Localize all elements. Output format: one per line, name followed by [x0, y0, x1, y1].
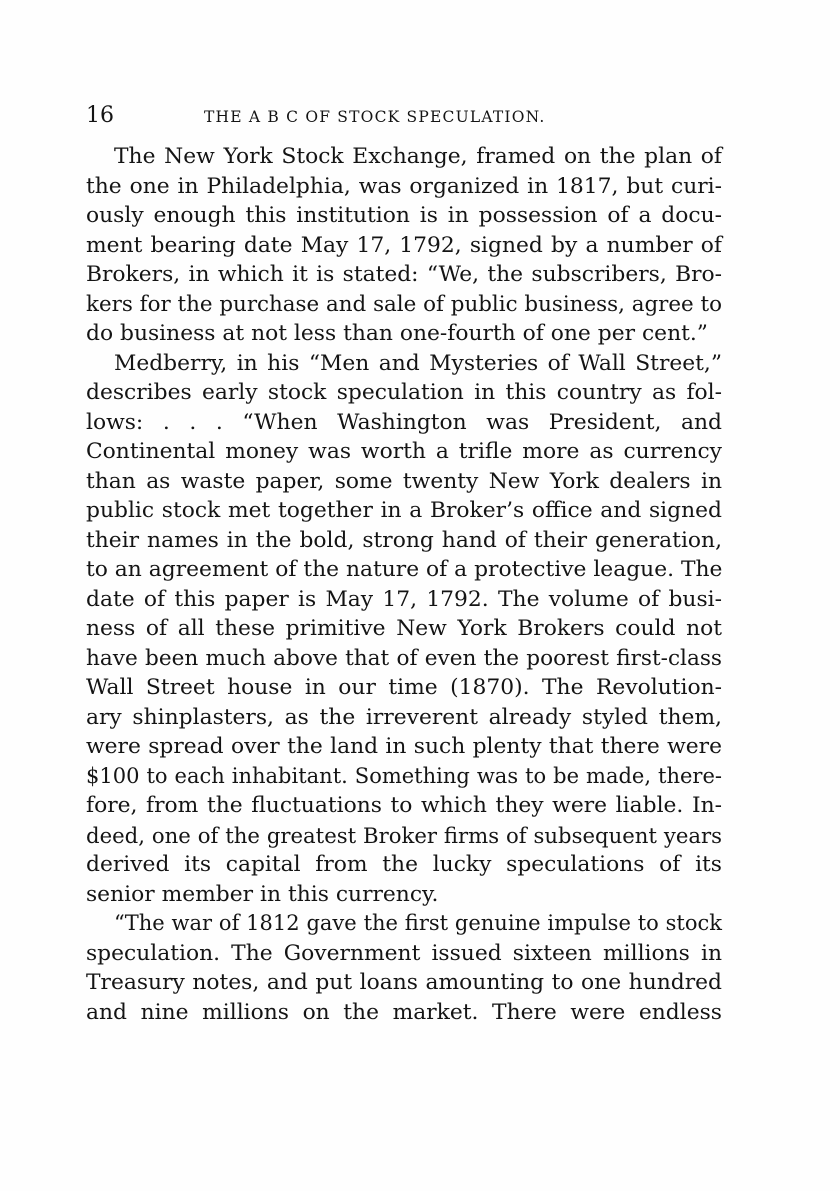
- paragraph-2-line: describes early stock speculation in this country as fol-: [86, 380, 722, 405]
- paragraph-2-line: deed, one of the greatest Broker firms of subsequent years: [86, 822, 722, 848]
- paragraph-2-line: fore, from the fluctuations to which they were liable. In-: [86, 793, 722, 818]
- paragraph-2-line: public stock met together in a Broker’s office and signed: [86, 498, 722, 523]
- running-head: [86, 103, 726, 129]
- paragraph-2-line: were spread over the land in such plenty that there were: [86, 734, 722, 759]
- paragraph-2-line: ness of all these primitive New York Brokers could not: [86, 616, 722, 641]
- paragraph-2-line: than as waste paper, some twenty New York dealers in: [86, 468, 722, 494]
- paragraph-1-line: ously enough this institution is in possession of a docu-: [86, 203, 722, 228]
- paragraph-1-line: the one in Philadelphia, was organized in 1817, but curi-: [86, 173, 722, 199]
- paragraph-3-line: speculation. The Government issued sixteen millions in: [86, 940, 722, 966]
- paragraph-1-line: ment bearing date May 17, 1792, signed by a number of: [86, 232, 722, 258]
- paragraph-2-line: lows: . . . “When Washington was President, and: [86, 409, 722, 435]
- paragraph-2-line: derived its capital from the lucky speculations of its: [86, 852, 722, 877]
- paragraph-1-line-1: The New York Stock Exchange, framed on the plan of: [114, 144, 722, 169]
- paragraph-2-line: have been much above that of even the poorest first-class: [86, 645, 722, 671]
- paragraph-2-line: to an agreement of the nature of a protective league. The: [86, 557, 723, 582]
- paragraph-3-line-1: “The war of 1812 gave the first genuine impulse to stock: [114, 911, 722, 935]
- page-number: 16: [86, 103, 114, 128]
- paragraph-1-line: Brokers, in which it is stated: “We, the subscribers, Bro-: [86, 262, 722, 287]
- paragraph-3-line: Treasury notes, and put loans amounting to one hundred: [86, 970, 722, 995]
- body-text: [86, 142, 722, 1027]
- paragraph-2-line-1: Medberry, in his “Men and Mysteries of Wall Street,”: [114, 350, 722, 376]
- paragraph-2-line: senior member in this currency.: [86, 881, 439, 907]
- paragraph-1-line: kers for the purchase and sale of public business, agree to: [86, 291, 722, 317]
- paragraph-2-line: their names in the bold, strong hand of their generation,: [86, 527, 722, 553]
- running-title: THE A B C OF STOCK SPECULATION.: [204, 108, 546, 126]
- paragraph-2-line: Continental money was worth a trifle more as currency: [86, 439, 722, 464]
- paragraph-2-line: date of this paper is May 17, 1792. The volume of busi-: [86, 586, 722, 612]
- paragraph-1-line: do business at not less than one-fourth of one per cent.”: [86, 321, 708, 346]
- paragraph-2-line: $100 to each inhabitant. Something was to be made, there-: [86, 763, 722, 788]
- paragraph-2-line: ary shinplasters, as the irreverent already styled them,: [86, 704, 722, 730]
- paragraph-2-line: Wall Street house in our time (1870). The Revolution-: [86, 675, 722, 700]
- paragraph-3-line: and nine millions on the market. There were endless: [86, 999, 722, 1025]
